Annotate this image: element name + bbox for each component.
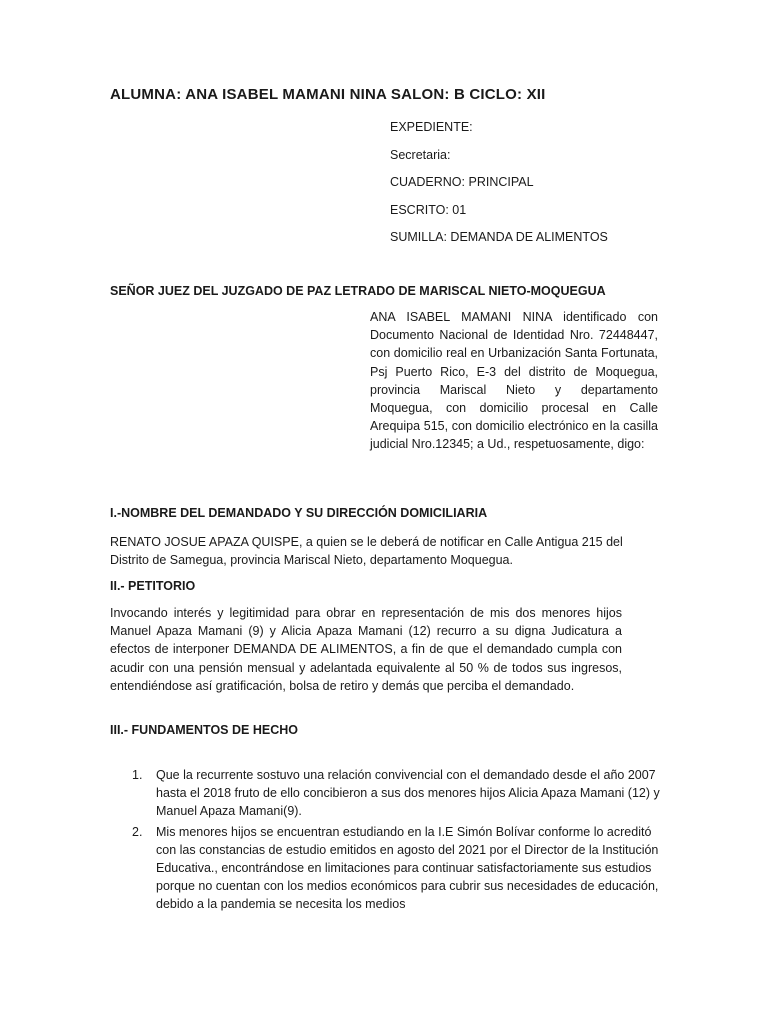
case-details <box>390 120 608 258</box>
secretaria-line: Secretaria: <box>390 147 451 162</box>
sumilla-line: SUMILLA: DEMANDA DE ALIMENTOS <box>390 230 608 244</box>
section-2-body: Invocando interés y legitimidad para obrar en representación de mis dos menores hijos Manuel Apaza Mamani (9) y Alicia Apaza Mamani (12) recurro a su digna Judicatura a efectos de interponer DEMANDA DE ALIMENTOS, a fin de que el demandado cumpla con acudir con una pensión mensual y adelantada equivalente al 50 % de todos sus ingresos, entendiéndose así gratificación, bolsa de retiro y demás que perciba el demandado. <box>110 606 622 693</box>
section-2-title: II.- PETITORIO <box>110 579 196 593</box>
escrito-line: ESCRITO: 01 <box>390 202 467 217</box>
list-item-number: 1. <box>132 768 143 782</box>
list-item-text: Mis menores hijos se encuentran estudiando en la I.E Simón Bolívar conforme lo acreditó con las constancias de estudio emitidos en agosto del 2021 por el Director de la Institución Educativa., encontrándose en limitaciones para continuar satisfactoriamente sus estudios porque no cuentan con los medios económicos para cubrir sus necesidades de educación, debido a la pandemia se necesita los medios <box>156 824 659 912</box>
student-header: ALUMNA: ANA ISABEL MAMANI NINA SALON: B CICLO: XII <box>110 86 546 103</box>
section-3-title: III.- FUNDAMENTOS DE HECHO <box>110 723 298 737</box>
plaintiff-intro: ANA ISABEL MAMANI NINA identificado con Documento Nacional de Identidad Nro. 72448447, con domicilio real en Urbanización Santa Fortunata, Psj Puerto Rico, E-3 del distrito de Moquegua, provincia Mariscal Nieto y departamento Moquegua, con domicilio procesal en Calle Arequipa 515, con domicilio electrónico en la casilla judicial Nro.12345; a Ud., respetuosamente, digo: <box>370 310 658 452</box>
list-item <box>110 766 660 821</box>
section-1-title: I.-NOMBRE DEL DEMANDADO Y SU DIRECCIÓN DOMICILIARIA <box>110 506 488 520</box>
section-1-body: RENATO JOSUE APAZA QUISPE, a quien se le deberá de notificar en Calle Antigua 215 del Distrito de Samegua, provincia Mariscal Nieto, departamento Moquegua. <box>110 535 623 568</box>
facts-list <box>110 766 660 914</box>
expediente-line: EXPEDIENTE: <box>390 120 473 134</box>
list-item-text: Que la recurrente sostuvo una relación convivencial con el demandado desde el año 2007 hasta el 2018 fruto de ello concibieron a sus dos menores hijos Alicia Apaza Mamani (12) y Manuel Apaza Mamani(9). <box>156 768 660 819</box>
cuaderno-line: CUADERNO: PRINCIPAL <box>390 175 534 189</box>
list-item-number: 2. <box>132 824 143 839</box>
list-item <box>110 823 660 914</box>
addressee-line: SEÑOR JUEZ DEL JUZGADO DE PAZ LETRADO DE MARISCAL NIETO-MOQUEGUA <box>110 284 606 298</box>
